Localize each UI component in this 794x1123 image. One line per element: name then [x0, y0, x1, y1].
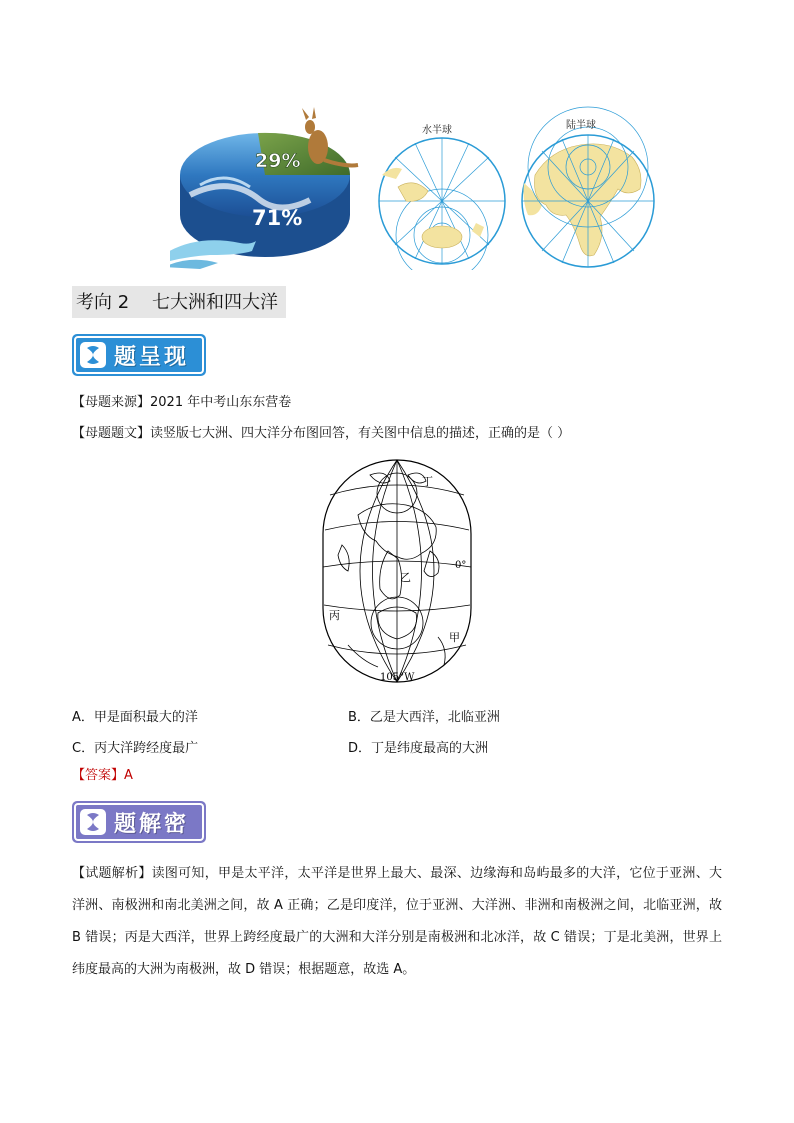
option-b: B．乙是大西洋，北临亚洲	[348, 710, 500, 725]
land-ocean-illustration	[170, 105, 670, 270]
option-d: D．丁是纬度最高的大洲	[348, 741, 489, 756]
answer-value: A	[124, 768, 133, 783]
banner-title: 题呈现	[114, 344, 190, 370]
map-label-longitude: 105°W	[380, 672, 415, 683]
question-text	[72, 425, 570, 442]
banner-title: 题解密	[114, 811, 190, 837]
question-presentation-banner	[72, 334, 206, 376]
question-tag: 【母题题文】	[72, 426, 151, 441]
source-tag: 【母题来源】	[72, 395, 151, 410]
answer-tag: 【答案】	[72, 768, 125, 783]
pie-chart	[170, 107, 358, 269]
land-hemisphere-globe	[522, 107, 654, 267]
question-source	[72, 394, 291, 411]
map-label-jia: 甲	[449, 631, 460, 644]
ocean-percent-label: 71%	[252, 206, 303, 230]
land-percent-label: 29%	[255, 150, 301, 172]
analysis-tag: 【试题解析】	[72, 866, 152, 881]
answer-line	[72, 767, 133, 784]
water-hemisphere-label: 水半球	[422, 125, 452, 136]
logo-icon	[80, 342, 106, 368]
vertical-world-map	[318, 455, 478, 690]
question-body: 读竖版七大洲、四大洋分布图回答，有关图中信息的描述，正确的是（ ）	[150, 426, 571, 441]
water-hemisphere-globe	[379, 138, 505, 270]
world-map-drawing	[318, 455, 478, 690]
analysis-paragraph	[72, 858, 722, 986]
map-label-zero: 0°	[455, 560, 467, 571]
map-label-bing: 丙	[329, 609, 340, 622]
option-c: C．丙大洋跨经度最广	[72, 741, 199, 756]
option-a: A．甲是面积最大的洋	[72, 710, 198, 725]
analysis-text: 读图可知，甲是太平洋，太平洋是世界上最大、最深、边缘海和岛屿最多的大洋，它位于亚洲、大洋洲、南极洲和南北美洲之间，故 A 正确；乙是印度洋，位于亚洲、大洋洲、非洲和南极洲之间，北临亚洲，故 B 错误；丙是大西洋，世界上跨经度最广的大洲和大洋分别是南极洲和北冰洋，故 C 错误；丁是北美洲，世界上纬度最高的大洲为南极洲，故 D 错误；根据题意，故选 A。	[72, 866, 722, 977]
map-label-ding: 丁	[422, 475, 433, 488]
question-analysis-banner	[72, 801, 206, 843]
source-text: 2021 年中考山东东营卷	[150, 395, 292, 410]
section-heading: 考向 2 七大洲和四大洋	[72, 286, 286, 318]
land-hemisphere-label: 陆半球	[566, 120, 596, 131]
land-ocean-figure	[170, 105, 670, 270]
map-label-yi: 乙	[400, 571, 411, 584]
logo-icon	[80, 809, 106, 835]
